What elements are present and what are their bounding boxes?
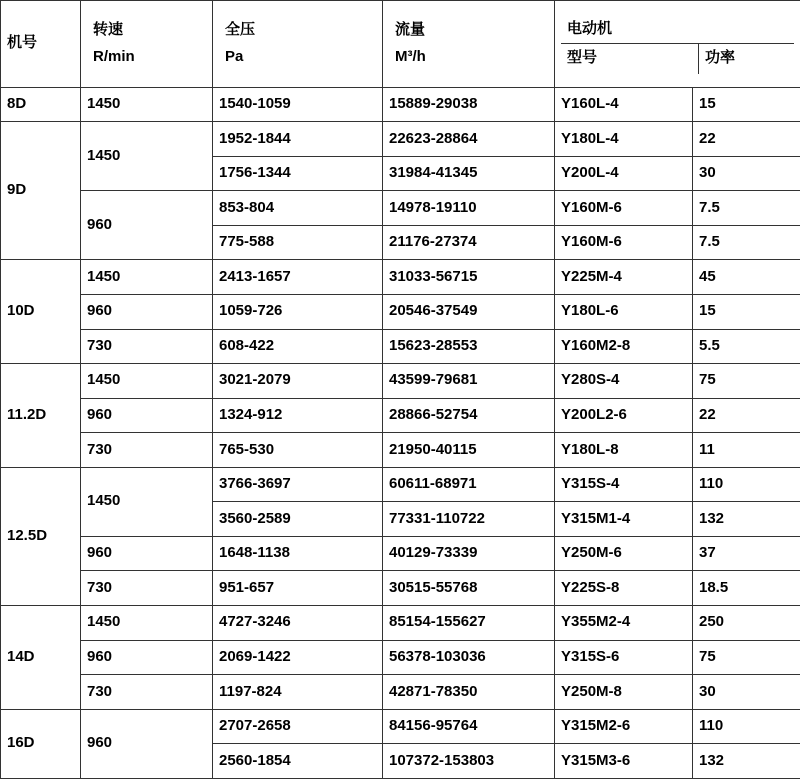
cell-model: 8D bbox=[1, 87, 81, 122]
cell-speed: 1450 bbox=[81, 364, 213, 399]
cell-flow: 15889-29038 bbox=[383, 87, 555, 122]
header-pressure-unit: Pa bbox=[225, 47, 244, 65]
cell-power: 132 bbox=[693, 744, 800, 779]
cell-speed: 1450 bbox=[81, 122, 213, 191]
cell-motor-type: Y315M2-6 bbox=[555, 709, 693, 744]
cell-power: 11 bbox=[693, 433, 800, 468]
cell-speed: 960 bbox=[81, 294, 213, 329]
cell-flow: 84156-95764 bbox=[383, 709, 555, 744]
cell-speed: 730 bbox=[81, 675, 213, 710]
cell-flow: 14978-19110 bbox=[383, 191, 555, 226]
cell-flow: 20546-37549 bbox=[383, 294, 555, 329]
header-motor-subrow bbox=[561, 44, 794, 74]
table-row bbox=[1, 191, 800, 226]
cell-power: 30 bbox=[693, 675, 800, 710]
cell-pressure: 775-588 bbox=[213, 225, 383, 260]
cell-power: 15 bbox=[693, 294, 800, 329]
cell-motor-type: Y250M-6 bbox=[555, 536, 693, 571]
cell-flow: 56378-103036 bbox=[383, 640, 555, 675]
cell-pressure: 1324-912 bbox=[213, 398, 383, 433]
cell-pressure: 3021-2079 bbox=[213, 364, 383, 399]
cell-power: 30 bbox=[693, 156, 800, 191]
cell-flow: 43599-79681 bbox=[383, 364, 555, 399]
header-speed-label: 转速 bbox=[93, 21, 124, 39]
cell-pressure: 1952-1844 bbox=[213, 122, 383, 157]
table-row bbox=[1, 260, 800, 295]
cell-motor-type: Y200L2-6 bbox=[555, 398, 693, 433]
cell-model: 9D bbox=[1, 122, 81, 260]
cell-power: 250 bbox=[693, 606, 800, 641]
cell-speed: 1450 bbox=[81, 87, 213, 122]
cell-motor-type: Y180L-4 bbox=[555, 122, 693, 157]
cell-motor-type: Y160M-6 bbox=[555, 191, 693, 226]
cell-power: 22 bbox=[693, 398, 800, 433]
cell-pressure: 765-530 bbox=[213, 433, 383, 468]
cell-flow: 30515-55768 bbox=[383, 571, 555, 606]
cell-power: 45 bbox=[693, 260, 800, 295]
cell-flow: 31984-41345 bbox=[383, 156, 555, 191]
cell-pressure: 1540-1059 bbox=[213, 87, 383, 122]
header-motor-type: 型号 bbox=[561, 44, 699, 74]
table-row bbox=[1, 122, 800, 157]
cell-flow: 77331-110722 bbox=[383, 502, 555, 537]
table-row bbox=[1, 640, 800, 675]
cell-power: 7.5 bbox=[693, 191, 800, 226]
cell-model: 14D bbox=[1, 606, 81, 710]
header-speed bbox=[81, 1, 213, 88]
cell-speed: 960 bbox=[81, 709, 213, 778]
cell-motor-type: Y225S-8 bbox=[555, 571, 693, 606]
table-row bbox=[1, 467, 800, 502]
table-row bbox=[1, 294, 800, 329]
cell-motor-type: Y160M2-8 bbox=[555, 329, 693, 364]
cell-pressure: 853-804 bbox=[213, 191, 383, 226]
cell-motor-type: Y225M-4 bbox=[555, 260, 693, 295]
cell-motor-type: Y160M-6 bbox=[555, 225, 693, 260]
cell-motor-type: Y180L-6 bbox=[555, 294, 693, 329]
cell-flow: 85154-155627 bbox=[383, 606, 555, 641]
cell-pressure: 1197-824 bbox=[213, 675, 383, 710]
table-row bbox=[1, 87, 800, 122]
cell-power: 37 bbox=[693, 536, 800, 571]
cell-pressure: 951-657 bbox=[213, 571, 383, 606]
cell-speed: 730 bbox=[81, 433, 213, 468]
cell-power: 110 bbox=[693, 709, 800, 744]
cell-flow: 21176-27374 bbox=[383, 225, 555, 260]
table-header-row bbox=[1, 1, 800, 88]
cell-model: 11.2D bbox=[1, 364, 81, 468]
cell-motor-type: Y180L-8 bbox=[555, 433, 693, 468]
cell-model: 12.5D bbox=[1, 467, 81, 605]
table-row bbox=[1, 536, 800, 571]
header-speed-unit: R/min bbox=[93, 47, 135, 65]
cell-pressure: 3560-2589 bbox=[213, 502, 383, 537]
cell-flow: 42871-78350 bbox=[383, 675, 555, 710]
cell-motor-type: Y315S-6 bbox=[555, 640, 693, 675]
cell-motor-type: Y315S-4 bbox=[555, 467, 693, 502]
cell-speed: 960 bbox=[81, 191, 213, 260]
cell-pressure: 3766-3697 bbox=[213, 467, 383, 502]
header-flow-unit: M³/h bbox=[395, 47, 426, 65]
header-flow bbox=[383, 1, 555, 88]
table-row bbox=[1, 329, 800, 364]
table-row bbox=[1, 433, 800, 468]
cell-speed: 730 bbox=[81, 329, 213, 364]
cell-flow: 15623-28553 bbox=[383, 329, 555, 364]
cell-flow: 60611-68971 bbox=[383, 467, 555, 502]
cell-pressure: 4727-3246 bbox=[213, 606, 383, 641]
cell-flow: 28866-52754 bbox=[383, 398, 555, 433]
cell-motor-type: Y315M3-6 bbox=[555, 744, 693, 779]
cell-pressure: 1756-1344 bbox=[213, 156, 383, 191]
header-motor-label: 电动机 bbox=[561, 14, 794, 45]
table-row bbox=[1, 571, 800, 606]
cell-power: 18.5 bbox=[693, 571, 800, 606]
cell-speed: 960 bbox=[81, 398, 213, 433]
cell-pressure: 2069-1422 bbox=[213, 640, 383, 675]
cell-motor-type: Y160L-4 bbox=[555, 87, 693, 122]
cell-model: 16D bbox=[1, 709, 81, 778]
header-pressure bbox=[213, 1, 383, 88]
cell-power: 75 bbox=[693, 640, 800, 675]
cell-power: 110 bbox=[693, 467, 800, 502]
cell-power: 75 bbox=[693, 364, 800, 399]
header-motor-power: 功率 bbox=[705, 49, 736, 67]
cell-power: 132 bbox=[693, 502, 800, 537]
cell-pressure: 2560-1854 bbox=[213, 744, 383, 779]
cell-flow: 22623-28864 bbox=[383, 122, 555, 157]
header-model bbox=[1, 1, 81, 88]
table-row bbox=[1, 675, 800, 710]
cell-model: 10D bbox=[1, 260, 81, 364]
cell-flow: 40129-73339 bbox=[383, 536, 555, 571]
header-pressure-label: 全压 bbox=[225, 21, 256, 39]
cell-flow: 31033-56715 bbox=[383, 260, 555, 295]
header-flow-label: 流量 bbox=[395, 21, 426, 39]
header-motor bbox=[555, 1, 800, 88]
table-row bbox=[1, 709, 800, 744]
cell-speed: 1450 bbox=[81, 260, 213, 295]
cell-speed: 1450 bbox=[81, 606, 213, 641]
cell-motor-type: Y200L-4 bbox=[555, 156, 693, 191]
cell-speed: 960 bbox=[81, 536, 213, 571]
header-model-label: 机号 bbox=[7, 34, 38, 52]
cell-motor-type: Y355M2-4 bbox=[555, 606, 693, 641]
cell-pressure: 608-422 bbox=[213, 329, 383, 364]
cell-pressure: 2413-1657 bbox=[213, 260, 383, 295]
table-row bbox=[1, 606, 800, 641]
cell-power: 7.5 bbox=[693, 225, 800, 260]
cell-motor-type: Y250M-8 bbox=[555, 675, 693, 710]
cell-power: 15 bbox=[693, 87, 800, 122]
cell-power: 5.5 bbox=[693, 329, 800, 364]
cell-speed: 960 bbox=[81, 640, 213, 675]
cell-motor-type: Y280S-4 bbox=[555, 364, 693, 399]
cell-flow: 107372-153803 bbox=[383, 744, 555, 779]
table-row bbox=[1, 398, 800, 433]
cell-speed: 730 bbox=[81, 571, 213, 606]
cell-pressure: 1648-1138 bbox=[213, 536, 383, 571]
cell-pressure: 2707-2658 bbox=[213, 709, 383, 744]
table-row bbox=[1, 364, 800, 399]
cell-pressure: 1059-726 bbox=[213, 294, 383, 329]
cell-power: 22 bbox=[693, 122, 800, 157]
cell-motor-type: Y315M1-4 bbox=[555, 502, 693, 537]
cell-flow: 21950-40115 bbox=[383, 433, 555, 468]
cell-speed: 1450 bbox=[81, 467, 213, 536]
